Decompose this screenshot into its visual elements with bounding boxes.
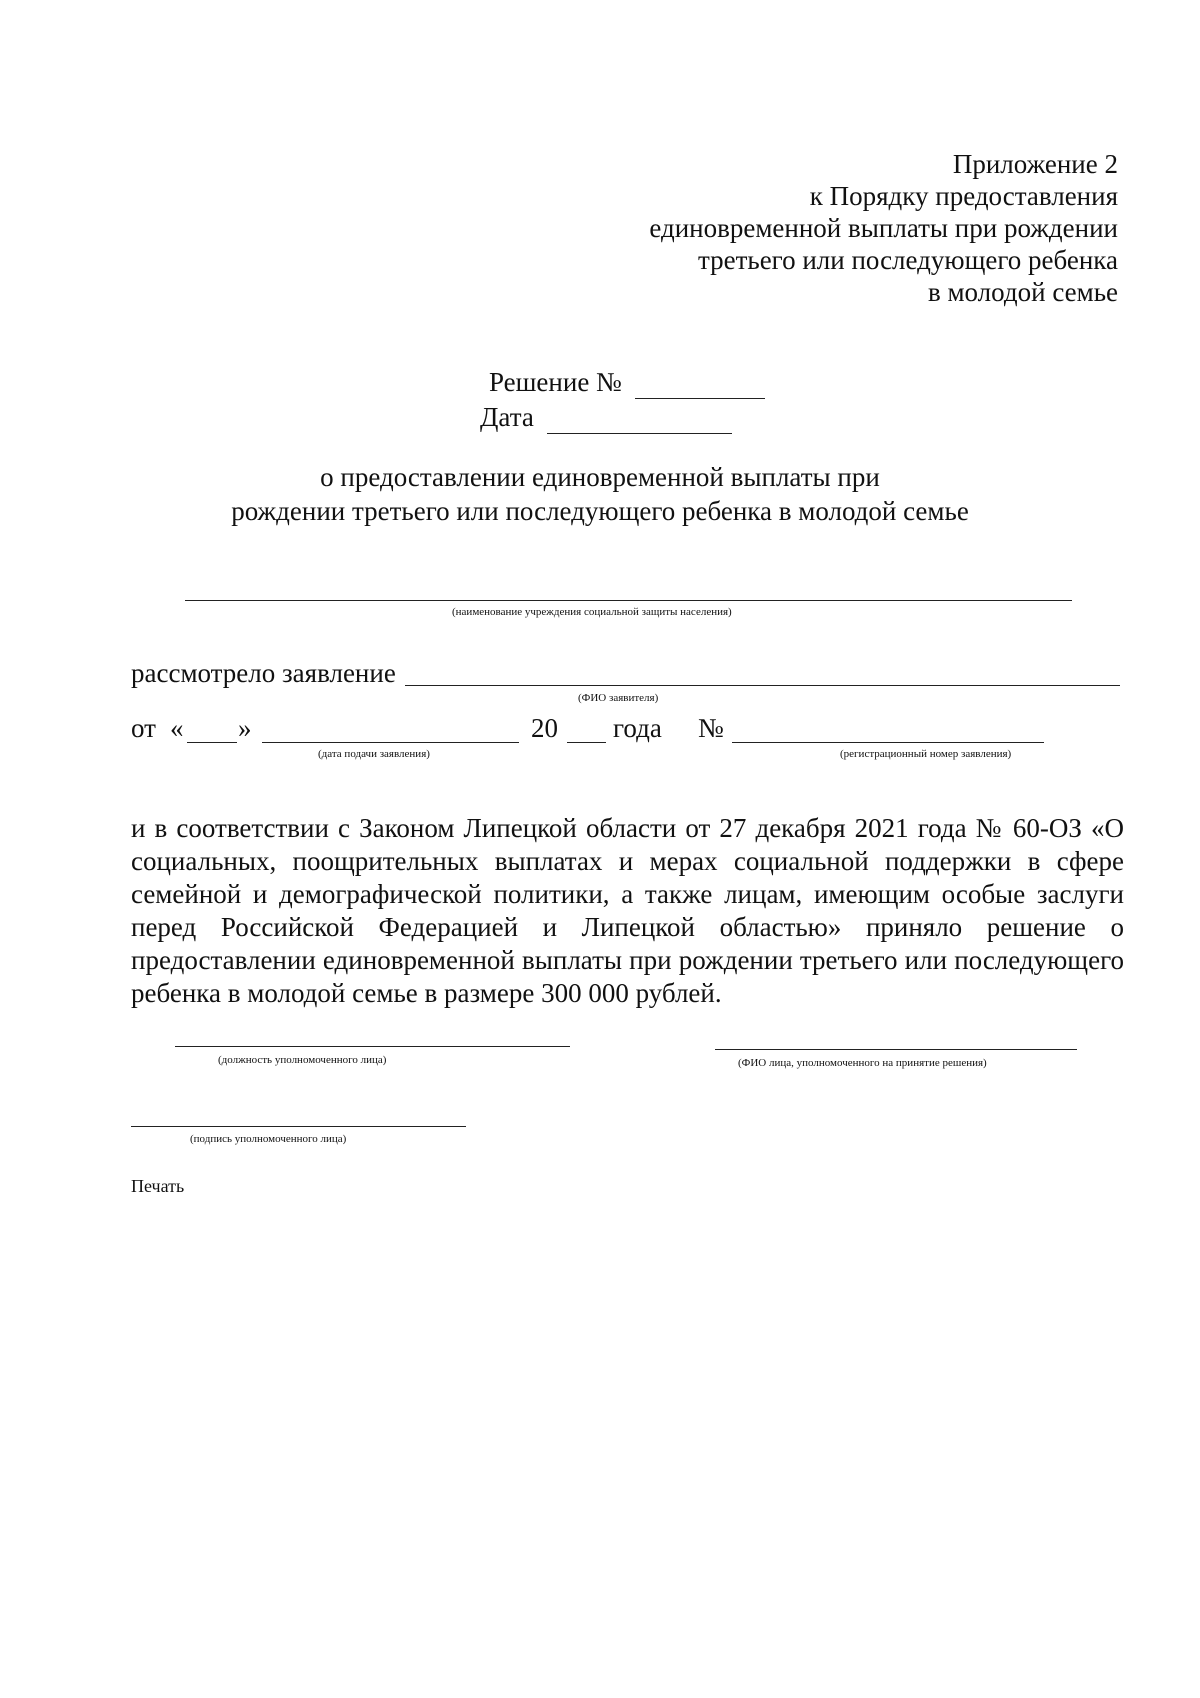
reviewed-label: рассмотрело заявление <box>131 658 396 688</box>
decision-number-row <box>489 367 765 399</box>
appendix-line-1: Приложение 2 <box>952 149 1118 179</box>
decision-date-field[interactable] <box>547 402 732 434</box>
number-sign: № <box>698 713 724 743</box>
subject-line-1: о предоставлении единовременной выплаты при <box>320 462 880 492</box>
date-caption: (дата подачи заявления) <box>318 748 430 760</box>
decision-number-label: Решение № <box>489 367 622 397</box>
institution-field[interactable] <box>185 600 1072 601</box>
year-prefix: 20 <box>531 713 558 743</box>
application-year-field[interactable] <box>567 742 606 743</box>
authorized-name-caption: (ФИО лица, уполномоченного на принятие решения) <box>738 1057 987 1069</box>
authorized-name-field[interactable] <box>715 1049 1077 1050</box>
decision-body-text: и в соответствии с Законом Липецкой области от 27 декабря 2021 года № 60-ОЗ «О социальных, поощрительных выплатах и мерах социальной поддержки в сфере семейной и демографической политики, а также лицам, имеющим особые заслуги перед Российской Федерацией и Липецкой областью» приняло решение о предоставлении единовременной выплаты при рождении третьего или последующего ребенка в молодой семье в размере 300 000 рублей. <box>131 813 1124 1008</box>
decision-subject <box>0 460 1200 528</box>
appendix-line-4: третьего или последующего ребенка <box>697 245 1118 275</box>
signature-field[interactable] <box>131 1126 466 1127</box>
decision-date-row <box>480 402 732 434</box>
signature-caption: (подпись уполномоченного лица) <box>190 1133 347 1145</box>
decision-date-label: Дата <box>480 402 534 432</box>
application-day-field[interactable] <box>187 742 237 743</box>
registration-number-field[interactable] <box>732 742 1044 743</box>
appendix-line-2: к Порядку предоставления <box>809 181 1118 211</box>
applicant-caption: (ФИО заявителя) <box>578 692 659 704</box>
subject-line-2: рождении третьего или последующего ребенка в молодой семье <box>231 496 969 526</box>
from-label: от <box>131 713 156 743</box>
year-suffix: года <box>613 713 662 743</box>
position-field[interactable] <box>175 1046 570 1047</box>
appendix-line-5: в молодой семье <box>927 277 1118 307</box>
quote-close: » <box>238 713 252 743</box>
applicant-name-field[interactable] <box>405 685 1120 686</box>
regnum-caption: (регистрационный номер заявления) <box>840 748 1012 760</box>
appendix-line-3: единовременной выплаты при рождении <box>649 213 1118 243</box>
stamp-label: Печать <box>131 1176 185 1196</box>
institution-caption: (наименование учреждения социальной защиты населения) <box>452 606 732 618</box>
quote-open: « <box>170 713 184 743</box>
decision-number-field[interactable] <box>635 367 765 399</box>
application-month-field[interactable] <box>262 742 519 743</box>
position-caption: (должность уполномоченного лица) <box>218 1054 387 1066</box>
appendix-header <box>649 148 1118 308</box>
